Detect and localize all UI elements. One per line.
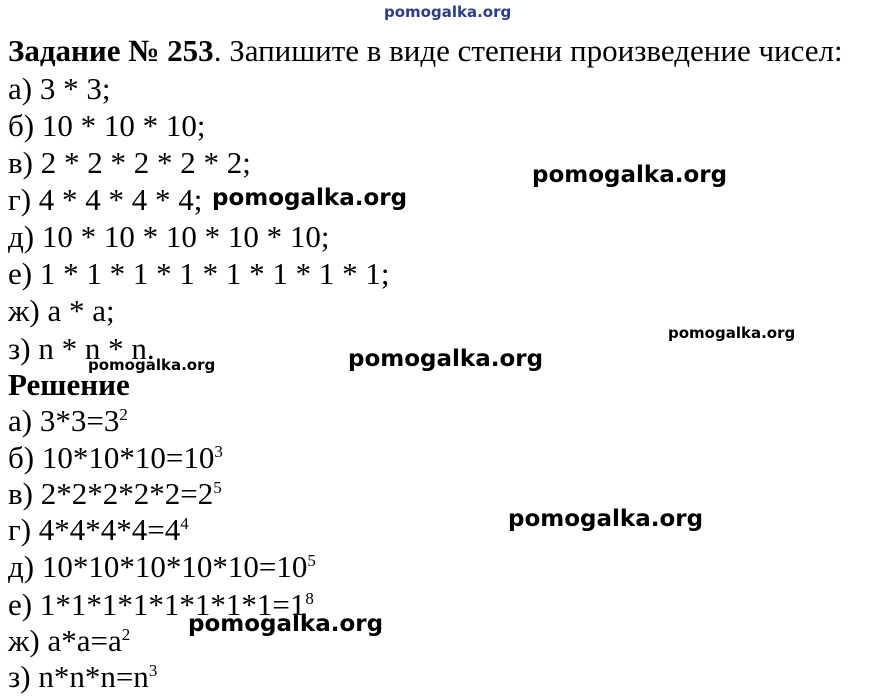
solution-exponent: 3 <box>214 442 223 461</box>
solution-item-a <box>8 403 128 439</box>
solution-expr: е) 1*1*1*1*1*1*1*1=1 <box>8 587 306 622</box>
solution-exponent: 2 <box>119 405 128 424</box>
solution-exponent: 5 <box>213 478 222 497</box>
solution-item-d <box>8 549 316 585</box>
watermark: pomogalka.org <box>532 162 728 188</box>
watermark: pomogalka.org <box>212 185 408 211</box>
task-title: Задание № 253 <box>8 33 214 68</box>
watermark: pomogalka.org <box>88 356 216 374</box>
solution-expr: ж) a*a=a <box>8 623 122 658</box>
task-text: . Запишите в виде степени произведение чисел: <box>213 33 843 68</box>
solution-expr: з) n*n*n=n <box>8 659 149 694</box>
watermark: pomogalka.org <box>508 506 704 532</box>
watermark-top: pomogalka.org <box>384 3 512 21</box>
solution-exponent: 2 <box>121 625 131 644</box>
solution-exponent: 8 <box>305 589 314 608</box>
solution-heading: Решение <box>8 367 130 402</box>
solution-exponent: 3 <box>148 661 158 680</box>
solution-expr: г) 4*4*4*4=4 <box>8 512 181 547</box>
task-item-e: е) 1 * 1 * 1 * 1 * 1 * 1 * 1 * 1; <box>8 256 390 291</box>
watermark: pomogalka.org <box>348 346 544 372</box>
solution-exponent: 4 <box>180 514 189 533</box>
task-item-v: в) 2 * 2 * 2 * 2 * 2; <box>8 145 251 180</box>
task-item-a: а) 3 * 3; <box>8 71 111 106</box>
task-item-g: г) 4 * 4 * 4 * 4; <box>8 182 203 217</box>
solution-item-zh <box>8 623 130 659</box>
watermark: pomogalka.org <box>188 611 384 637</box>
task-item-z: з) n * n * n. <box>8 331 155 366</box>
task-item-b: б) 10 * 10 * 10; <box>8 108 206 143</box>
solution-expr: д) 10*10*10*10*10=10 <box>8 549 308 584</box>
solution-expr: а) 3*3=3 <box>8 403 120 438</box>
solution-item-g <box>8 512 189 548</box>
solution-item-b <box>8 440 223 476</box>
solution-expr: в) 2*2*2*2*2=2 <box>8 476 214 511</box>
task-heading <box>8 33 843 69</box>
solution-expr: б) 10*10*10=10 <box>8 440 215 475</box>
task-item-zh: ж) a * a; <box>8 293 115 328</box>
task-item-d: д) 10 * 10 * 10 * 10 * 10; <box>8 219 330 254</box>
solution-item-v <box>8 476 222 512</box>
solution-exponent: 5 <box>307 551 316 570</box>
watermark: pomogalka.org <box>668 324 796 342</box>
solution-item-z <box>8 659 157 695</box>
